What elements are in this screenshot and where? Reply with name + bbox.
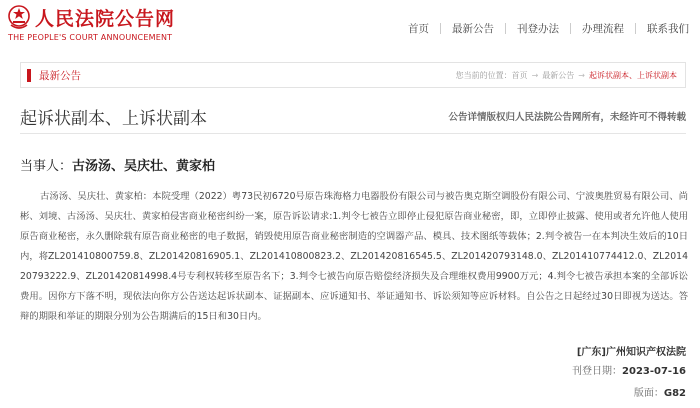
- site-title[interactable]: 人民法院公告网: [35, 8, 176, 30]
- layout-value: G82: [663, 388, 686, 399]
- breadcrumb-current: 起诉状副本、上诉状副本: [589, 71, 677, 80]
- breadcrumb: [456, 70, 677, 81]
- section-heading: [27, 68, 81, 83]
- breadcrumb-home[interactable]: 首页: [511, 71, 528, 80]
- main-nav: [397, 20, 700, 36]
- notice-title: 起诉状副本、上诉状副本: [20, 109, 207, 129]
- publish-date-value: 2023-07-16: [622, 366, 686, 377]
- nav-item-publishing[interactable]: 刊登办法: [517, 22, 559, 35]
- breadcrumb-latest[interactable]: 最新公告: [542, 71, 575, 80]
- notice-body: 古汤汤、吴庆壮、黄家柏：本院受理（2022）粤73民初6720号原告珠海格力电器股份有限公司与被告奥克斯空调股份有限公司、宁波奥胜贸易有限公司、尚彬、刘境、古汤汤、吴庆壮、黄家柏侵害商业秘密纠纷一案，原告诉讼请求:1.判令七被告立即停止侵犯原告商业秘密，即，立即停止披露、使用或者允许他人使用原告商业秘密，永久删除载有原告商业秘密的电子数据，销毁使用原告商业秘密制造的空调器产品、模具、技术图纸等载体；2.判令被告一在本判决生效后的10日内，将ZL201410800759.8、ZL201420816905.1、ZL201410800823.2、ZL201420816545.5、ZL201420793148.0、ZL201410774412.0、ZL201420793222.9、ZL201420814998.4号专利权转移至原告名下；3.判令七被告向原告赔偿经济损失及合理维权费用9900万元；4.判令七被告承担本案的全部诉讼费用。因你方下落不明，现依法向你方公告送达起诉状副本、证据副本、应诉通知书、举证通知书、诉讼须知等应诉材料。自公告之日起经过30日即视为送达。答辩的期限和举证的期限分别为公告期满后的15日和30日内。: [20, 191, 688, 322]
- issuing-court: [广东]广州知识产权法院: [576, 347, 686, 358]
- site-header: [0, 0, 700, 48]
- nav-item-process[interactable]: 办理流程: [582, 22, 624, 35]
- nav-item-contact[interactable]: 联系我们: [647, 22, 689, 35]
- parties-line: [20, 155, 215, 174]
- site-subtitle: THE PEOPLE'S COURT ANNOUNCEMENT: [8, 33, 173, 42]
- publish-date: [572, 362, 686, 377]
- page-layout: [634, 384, 686, 399]
- breadcrumb-arrow-icon: →: [578, 71, 585, 80]
- copyright-notice: 公告详情版权归人民法院公告网所有，未经许可不得转载: [448, 112, 686, 123]
- parties-label: 当事人：: [20, 159, 73, 174]
- publish-date-label: 刊登日期：: [572, 366, 623, 377]
- layout-label: 版面：: [633, 388, 664, 399]
- breadcrumb-bar: [20, 62, 686, 88]
- breadcrumb-arrow-icon: →: [531, 71, 539, 80]
- section-title: 最新公告: [39, 70, 81, 82]
- nav-item-home[interactable]: 首页: [408, 22, 429, 35]
- section-marker: [27, 69, 31, 82]
- parties-names: 古汤汤、吴庆壮、黄家柏: [72, 159, 216, 174]
- court-emblem-icon: [8, 4, 30, 30]
- breadcrumb-prefix: 您当前的位置：: [455, 71, 512, 80]
- nav-item-latest[interactable]: 最新公告: [452, 22, 494, 35]
- notice-header: [20, 96, 686, 134]
